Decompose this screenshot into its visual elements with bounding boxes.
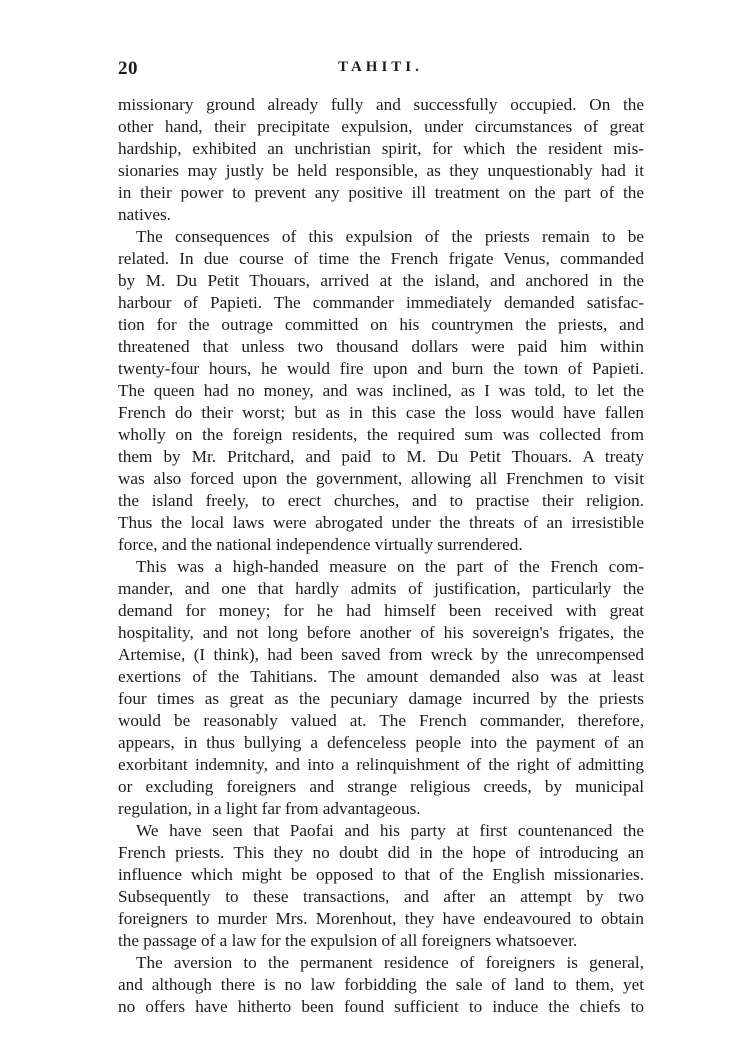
text-line: regulation, in a light far from advantageous. [118,799,421,818]
text-line: influence which might be opposed to that of the English missionaries. [118,865,644,884]
text-line: them by Mr. Pritchard, and paid to M. Du Petit Thouars. A treaty [118,447,644,466]
text-line: harbour of Papieti. The commander immediately demanded satisfac- [118,293,644,312]
text-line: hardship, exhibited an unchristian spirit, for which the resident mis- [118,139,644,158]
text-line: exorbitant indemnity, and into a relinquishment of the right of admitting [118,755,644,774]
text-line: four times as great as the pecuniary damage incurred by the priests [118,689,644,708]
paragraph [118,820,644,952]
text-line: and although there is no law forbidding the sale of land to them, yet [118,975,644,994]
text-line: demand for money; for he had himself been received with great [118,601,644,620]
running-title: TAHITI. [338,59,423,75]
paragraph [118,952,644,1018]
text-line: missionary ground already fully and successfully occupied. On the [118,95,644,114]
text-line: sionaries may justly be held responsible, as they unquestionably had it [118,161,644,180]
text-line: by M. Du Petit Thouars, arrived at the island, and anchored in the [118,271,644,290]
text-line: wholly on the foreign residents, the required sum was collected from [118,425,644,444]
text-line: Artemise, (I think), had been saved from wreck by the unrecompensed [118,645,644,664]
text-line: would be reasonably valued at. The French commander, therefore, [118,711,644,730]
text-line: was also forced upon the government, allowing all Frenchmen to visit [118,469,644,488]
text-line: The queen had no money, and was inclined, as I was told, to let the [118,381,644,400]
text-line: tion for the outrage committed on his countrymen the priests, and [118,315,644,334]
text-line: We have seen that Paofai and his party at first countenanced the [136,821,644,840]
text-line: French priests. This they no doubt did in the hope of introducing an [118,843,644,862]
text-line: threatened that unless two thousand dollars were paid him within [118,337,644,356]
text-line: twenty-four hours, he would fire upon and burn the town of Papieti. [118,359,644,378]
page-header [118,58,643,82]
text-line: the island freely, to erect churches, and to practise their religion. [118,491,644,510]
text-line: the passage of a law for the expulsion of all foreigners whatsoever. [118,931,578,950]
text-line: force, and the national independence virtually surrendered. [118,535,523,554]
text-line: in their power to prevent any positive ill treatment on the part of the [118,183,644,202]
text-line: related. In due course of time the French frigate Venus, commanded [118,249,644,268]
text-line: appears, in thus bullying a defenceless people into the payment of an [118,733,644,752]
paragraph [118,94,644,226]
paragraph [118,226,644,556]
page-number: 20 [118,58,138,79]
text-line: foreigners to murder Mrs. Morenhout, they have endeavoured to obtain [118,909,644,928]
text-line: Subsequently to these transactions, and after an attempt by two [118,887,644,906]
text-line: French do their worst; but as in this case the loss would have fallen [118,403,644,422]
text-line: This was a high-handed measure on the part of the French com- [136,557,644,576]
text-line: no offers have hitherto been found sufficient to induce the chiefs to [118,997,644,1016]
text-line: other hand, their precipitate expulsion, under circumstances of great [118,117,644,136]
text-line: The aversion to the permanent residence of foreigners is general, [136,953,644,972]
text-line: exertions of the Tahitians. The amount demanded also was at least [118,667,644,686]
text-line: The consequences of this expulsion of the priests remain to be [136,227,644,246]
text-line: mander, and one that hardly admits of justification, particularly the [118,579,644,598]
text-line: natives. [118,205,171,224]
text-line: Thus the local laws were abrogated under the threats of an irresistible [118,513,644,532]
text-line: hospitality, and not long before another of his sovereign's frigates, the [118,623,644,642]
text-line: or excluding foreigners and strange religious creeds, by municipal [118,777,644,796]
body-text [118,94,644,1018]
paragraph [118,556,644,820]
